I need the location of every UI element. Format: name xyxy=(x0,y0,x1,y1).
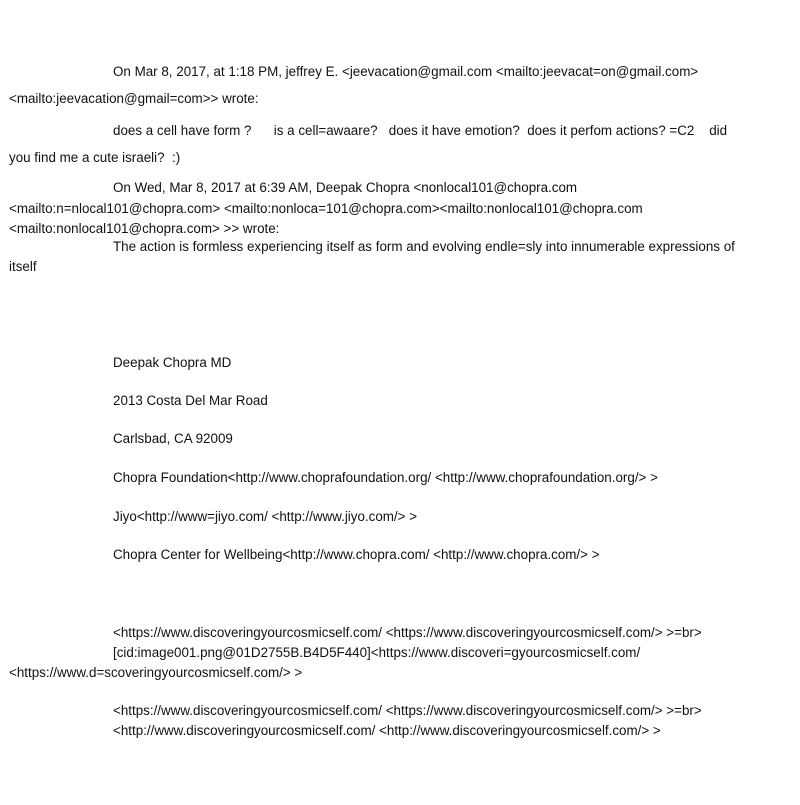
email2-header-line: On Wed, Mar 8, 2017 at 6:39 AM, Deepak Chopra <nonlocal101@chopra.com xyxy=(113,180,578,195)
email1-body-line: does a cell have form ? is a cell=awaare? does it have emotion? does it perfom actions? =C2 did xyxy=(113,123,728,138)
footer-link-line: <https://www.discoveringyourcosmicself.com/ <https://www.discoveringyourcosmicself.com/> >=br> xyxy=(113,625,702,640)
footer-link-line: <https://www.d=scoveringyourcosmicself.com/> > xyxy=(9,665,303,680)
email2-body-line: The action is formless experiencing itself as form and evolving endle=sly into innumerable expressions of xyxy=(113,239,735,254)
footer-link-line: <https://www.discoveringyourcosmicself.com/ <https://www.discoveringyourcosmicself.com/> >=br> xyxy=(113,703,702,718)
signature-link-foundation: Chopra Foundation<http://www.choprafoundation.org/ <http://www.choprafoundation.org/> > xyxy=(113,470,658,485)
email2-body-line: itself xyxy=(9,259,37,274)
email2-header-line: <mailto:n=nlocal101@chopra.com> <mailto:nonloca=101@chopra.com><mailto:nonlocal101@chopra.com xyxy=(9,201,643,216)
signature-link-jiyo: Jiyo<http://www=jiyo.com/ <http://www.jiyo.com/> > xyxy=(113,509,418,524)
footer-link-line: <http://www.discoveringyourcosmicself.com/ <http://www.discoveringyourcosmicself.com/> > xyxy=(113,723,661,738)
email1-header-line: <mailto:jeevacation@gmail=com>> wrote: xyxy=(9,91,259,106)
email1-body-line: you find me a cute israeli? :) xyxy=(9,150,181,165)
signature-address: 2013 Costa Del Mar Road xyxy=(113,393,268,408)
signature-city: Carlsbad, CA 92009 xyxy=(113,431,233,446)
signature-name: Deepak Chopra MD xyxy=(113,355,232,370)
footer-link-line: [cid:image001.png@01D2755B.B4D5F440]<https://www.discoveri=gyourcosmicself.com/ xyxy=(113,645,641,660)
email2-header-line: <mailto:nonlocal101@chopra.com> >> wrote: xyxy=(9,221,280,236)
signature-link-chopra-center: Chopra Center for Wellbeing<http://www.chopra.com/ <http://www.chopra.com/> > xyxy=(113,547,600,562)
email1-header-line: On Mar 8, 2017, at 1:18 PM, jeffrey E. <jeevacation@gmail.com <mailto:jeevacat=on@gmail.com> xyxy=(113,64,699,79)
